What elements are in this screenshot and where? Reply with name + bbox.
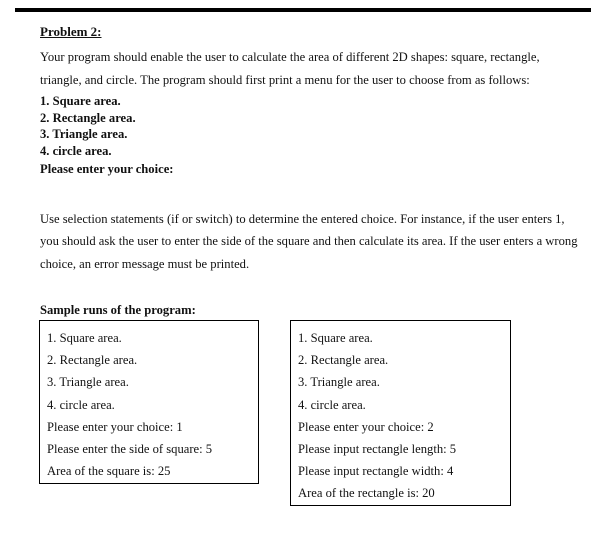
sample-run-line: Please enter your choice: 1 [47,419,183,434]
menu-prompt: Please enter your choice: [40,161,174,176]
menu-item: 4. circle area. [40,144,112,159]
sample-run-line: 2. Rectangle area. [47,353,138,368]
sample-run-line: Please enter your choice: 2 [298,419,434,434]
menu-item: 3. Triangle area. [40,127,128,142]
sample-run-line: 2. Rectangle area. [298,353,389,368]
sample-run-line: Area of the rectangle is: 20 [298,486,435,501]
sample-run-line: 4. circle area. [298,397,366,412]
sample-run-line: Please enter the side of square: 5 [47,442,213,457]
sample-run-line: Area of the square is: 25 [47,464,171,479]
sample-run-line: 4. circle area. [47,397,115,412]
sample-run-line: 3. Triangle area. [298,375,380,390]
sample-runs-heading: Sample runs of the program: [40,303,196,318]
sample-run-line: 1. Square area. [298,331,373,345]
sample-run-box-1 [39,320,259,484]
menu-item: 2. Rectangle area. [40,110,136,125]
problem-document [40,24,580,318]
problem-instructions: Use selection statements (if or switch) to determine the entered choice. For instance, if the user enters 1, you should ask the user to enter the side of the square and then calculate its area. If the user enters a wrong choice, an error message must be printed. [40,211,578,271]
problem-title: Problem 2: [40,24,102,39]
sample-run-line: Please input rectangle width: 4 [298,464,454,479]
problem-intro: Your program should enable the user to calculate the area of different 2D shapes: square, rectangle, triangle, and circle. The program should first print a menu for the user to choose from as follows: [40,50,540,87]
sample-run-line: 1. Square area. [47,331,122,345]
menu-list [40,93,580,160]
menu-item: 1. Square area. [40,94,121,108]
top-divider [15,8,591,12]
sample-run-line: Please input rectangle length: 5 [298,442,457,457]
sample-run-line: 3. Triangle area. [47,375,129,390]
sample-run-box-2 [290,320,511,506]
